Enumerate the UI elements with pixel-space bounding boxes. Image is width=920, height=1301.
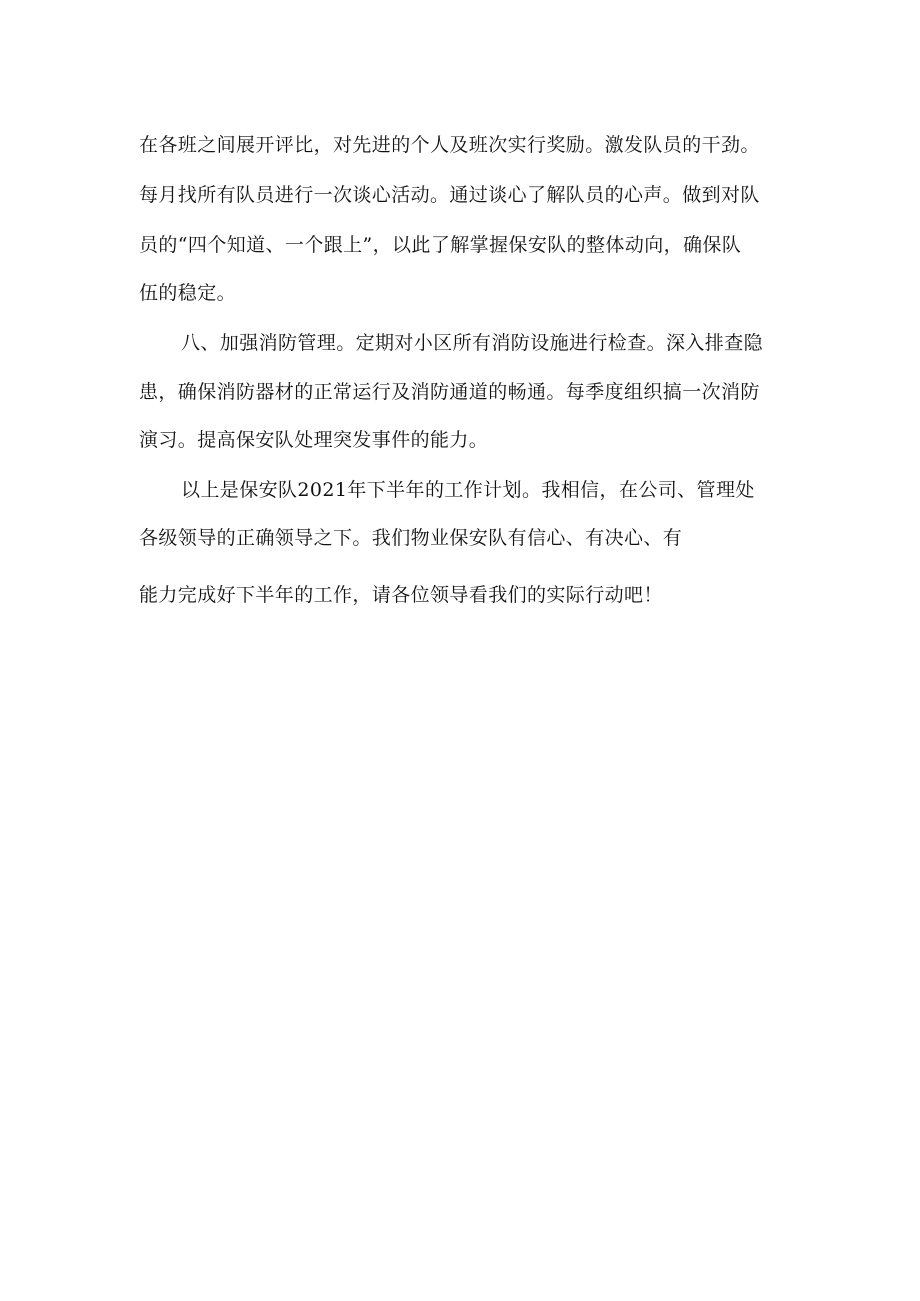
paragraph-line: 每月找所有队员进行一次谈心活动。通过谈心了解队员的心声。做到对队 xyxy=(139,184,760,206)
paragraph-line: 员的“四个知道、一个跟上”，以此了解掌握保安队的整体动向，确保队 xyxy=(139,234,742,256)
paragraph-line: 以上是保安队2021年下半年的工作计划。我相信，在公司、管理处 xyxy=(181,479,755,501)
paragraph-line: 演习。提高保安队处理突发事件的能力。 xyxy=(139,429,489,451)
paragraph-line: 八、加强消防管理。定期对小区所有消防设施进行检查。深入排查隐 xyxy=(181,332,764,354)
paragraph-line: 患，确保消防器材的正常运行及消防通道的畅通。每季度组织搞一次消防 xyxy=(139,381,760,403)
paragraph-line: 在各班之间展开评比，对先进的个人及班次实行奖励。激发队员的干劲。 xyxy=(139,134,760,156)
paragraph-line: 能力完成好下半年的工作，请各位领导看我们的实际行动吧！ xyxy=(139,584,663,606)
paragraph-line: 各级领导的正确领导之下。我们物业保安队有信心、有决心、有 xyxy=(139,527,683,549)
paragraph-line: 伍的稳定。 xyxy=(139,282,237,304)
